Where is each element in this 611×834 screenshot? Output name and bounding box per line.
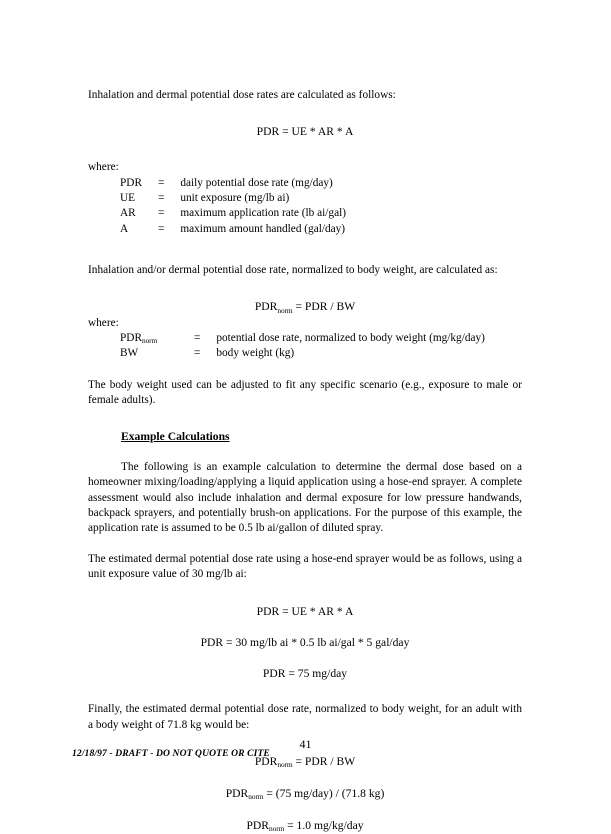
spacer	[88, 237, 522, 263]
footer-draft-note: 12/18/97 - DRAFT - DO NOT QUOTE OR CITE	[72, 748, 270, 759]
where-label-1: where:	[88, 161, 119, 174]
definition-row	[88, 176, 346, 191]
calc-formula-1: PDR = UE * AR * A	[256, 604, 354, 618]
definition-row	[88, 222, 346, 237]
spacer	[88, 802, 522, 818]
definition-term: PDR	[120, 176, 142, 189]
definition-term: AR	[120, 207, 136, 220]
spacer	[88, 103, 522, 124]
definition-description: maximum application rate (lb ai/gal)	[180, 207, 346, 220]
spacer	[88, 139, 522, 160]
body-weight-paragraph: The body weight used can be adjusted to fit any specific scenario (e.g., exposure to male or female adults).	[88, 378, 522, 406]
normalized-intro-paragraph: Inhalation and/or dermal potential dose rate, normalized to body weight, are calculated as:	[88, 264, 498, 277]
formula-base: PDR	[246, 819, 270, 833]
formula-subscript: norm	[277, 305, 293, 315]
page-content	[88, 88, 522, 834]
where-label-2: where:	[88, 316, 119, 329]
formula-base: PDR	[254, 300, 278, 314]
formula-subscript: norm	[277, 759, 293, 769]
definition-equals: =	[157, 222, 165, 235]
definition-term	[88, 346, 178, 361]
definition-description: body weight (kg)	[216, 347, 295, 360]
definition-term-base: PDR	[120, 331, 142, 344]
spacer	[88, 650, 522, 666]
definition-term: UE	[120, 192, 136, 205]
spacer	[88, 362, 522, 378]
formula-rest: = (75 mg/day) / (71.8 kg)	[263, 786, 385, 800]
definition-description: maximum amount handled (gal/day)	[180, 222, 346, 235]
calc-formula-3: PDR = 75 mg/day	[262, 667, 348, 681]
formula-base: PDR	[254, 754, 278, 768]
definition-equals: =	[194, 331, 201, 344]
spacer	[88, 278, 522, 299]
section-heading-example-calculations: Example Calculations	[121, 430, 230, 444]
definition-row	[88, 331, 485, 346]
formula-pdr: PDR = UE * AR * A	[256, 125, 354, 139]
definition-row	[88, 346, 485, 361]
spacer	[88, 536, 522, 552]
page-number: 41	[299, 737, 312, 751]
definition-list-2	[88, 331, 485, 362]
definition-equals: =	[157, 207, 165, 220]
finally-paragraph: Finally, the estimated dermal potential dose rate, normalized to body weight, for an adult with a body weight of 71.8 kg would be:	[88, 703, 522, 731]
spacer	[88, 444, 522, 460]
formula-subscript: norm	[269, 824, 285, 834]
calc-formula-2: PDR = 30 mg/lb ai * 0.5 lb ai/gal * 5 gal/day	[200, 635, 410, 649]
definition-list-1	[88, 176, 346, 238]
final-formula-3	[88, 818, 522, 834]
formula-subscript: norm	[248, 792, 264, 802]
definition-term	[88, 331, 178, 346]
definition-term-base: BW	[120, 347, 139, 360]
formula-rest: = PDR / BW	[292, 754, 356, 768]
definition-description: daily potential dose rate (mg/day)	[180, 176, 333, 189]
definition-description: potential dose rate, normalized to body weight (mg/kg/day)	[216, 331, 485, 344]
spacer	[88, 408, 522, 429]
spacer	[88, 619, 522, 635]
estimated-paragraph: The estimated dermal potential dose rate using a hose-end sprayer would be as follows, using a unit exposure value of 30 mg/lb ai:	[88, 553, 522, 581]
definition-term: A	[120, 222, 129, 235]
intro-paragraph: Inhalation and dermal potential dose rates are calculated as follows:	[88, 89, 396, 101]
formula-rest: = 1.0 mg/kg/day	[284, 819, 364, 833]
formula-pdr-norm	[88, 299, 522, 315]
definition-description: unit exposure (mg/lb ai)	[180, 192, 290, 205]
final-formula-2	[88, 786, 522, 802]
spacer	[88, 770, 522, 786]
formula-base: PDR	[225, 786, 249, 800]
definition-equals: =	[194, 347, 201, 360]
example-paragraph: The following is an example calculation to determine the dermal dose based on a homeowner mixing/loading/applying a liquid application using a hose-end sprayer. A complete assessment would also include inhalation and dermal exposure for low pressure handwands, backpack sprayers, and potentially brush-on applications. For the purpose of this example, the application rate is assumed to be 0.5 lb ai/gallon of diluted spray.	[88, 461, 522, 535]
definition-equals: =	[157, 176, 165, 189]
definition-equals: =	[157, 192, 165, 205]
spacer	[88, 583, 522, 604]
definition-row	[88, 191, 346, 206]
definition-term-subscript: norm	[141, 336, 158, 346]
spacer	[88, 681, 522, 702]
definition-row	[88, 206, 346, 221]
formula-rest: = PDR / BW	[292, 300, 356, 314]
